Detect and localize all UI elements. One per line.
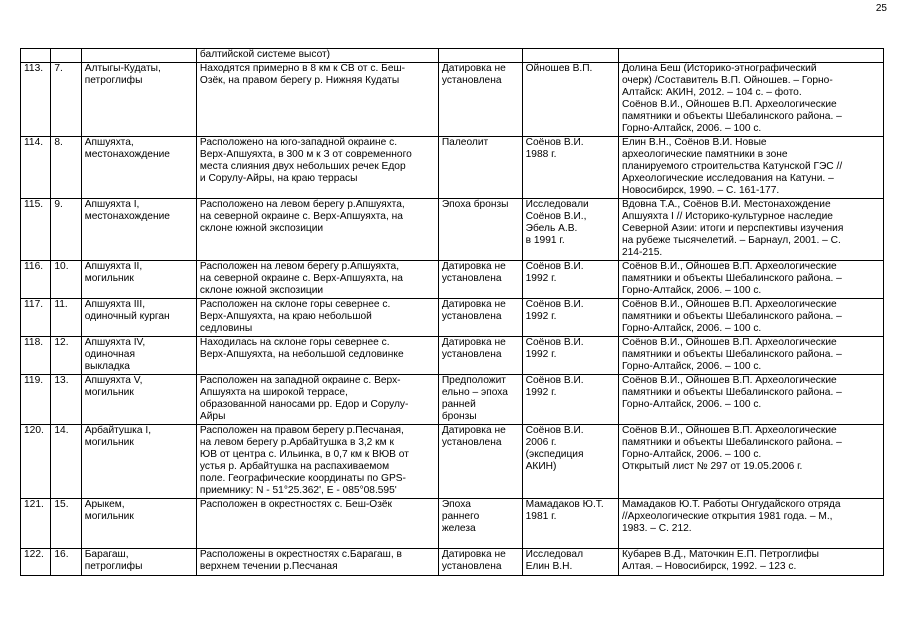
cell-number: 115. [21, 199, 51, 261]
cell-local-number: 9. [51, 199, 81, 261]
table-row [21, 425, 884, 499]
cell-author [522, 49, 618, 63]
cell-location: Расположен в окрестностях с. Беш-Озёк [196, 499, 438, 549]
cell-dating: Датировка не установлена [438, 337, 522, 375]
cell-literature: Вдовна Т.А., Соёнов В.И. Местонахождение Апшуяхта I // Историко-культурное наследие Северной Азии: итоги и перспективы изучения на рубеже тысячелетий. – Барнаул, 2001. – С. 214-215. [618, 199, 883, 261]
page-number: 25 [875, 3, 887, 14]
table-row [21, 261, 884, 299]
cell-number: 121. [21, 499, 51, 549]
cell-local-number: 10. [51, 261, 81, 299]
cell-name: Апшуяхта V, могильник [81, 375, 196, 425]
table-row [21, 299, 884, 337]
cell-number: 116. [21, 261, 51, 299]
monuments-table [20, 48, 884, 576]
cell-dating: Эпоха бронзы [438, 199, 522, 261]
cell-literature: Соёнов В.И., Ойношев В.П. Археологические памятники и объекты Шебалинского района. – Горно-Алтайск, 2006. – 100 с. Открытый лист № 297 от 19.05.2006 г. [618, 425, 883, 499]
cell-location: Расположен на правом берегу р.Песчаная, на левом берегу р.Арбайтушка в 3,2 км к ЮВ от центра с. Ильинка, в 0,7 км к ВЮВ от устья р. Арбайтушка на распахиваемом поле. Географические координаты по GPS- приемнику: N - 51°25.362', E - 085°08.595' [196, 425, 438, 499]
table-row [21, 63, 884, 137]
cell-dating: Датировка не установлена [438, 261, 522, 299]
cell-literature: Долина Беш (Историко-этнографический очерк) /Составитель В.П. Ойношев. – Горно- Алтайск: АКИН, 2012. – 104 с. – фото. Соёнов В.И., Ойношев В.П. Археологические памятники и объекты Шебалинского района. – Горно-Алтайск, 2006. – 100 с. [618, 63, 883, 137]
cell-location: Расположен на склоне горы севернее с. Верх-Апшуяхта, на краю небольшой седловины [196, 299, 438, 337]
cell-number: 120. [21, 425, 51, 499]
cell-location: Расположено на левом берегу р.Апшуяхта, на северной окраине с. Верх-Апшуяхта, на склоне южной экспозиции [196, 199, 438, 261]
cell-author: Исследовали Соёнов В.И., Эбель А.В. в 1991 г. [522, 199, 618, 261]
cell-location: Находилась на склоне горы севернее с. Верх-Апшуяхта, на небольшой седловинке [196, 337, 438, 375]
cell-name: Апшуяхта I, местонахождение [81, 199, 196, 261]
cell-dating: Предположит ельно – эпоха ранней бронзы [438, 375, 522, 425]
table-row [21, 499, 884, 549]
cell-dating: Эпоха раннего железа [438, 499, 522, 549]
cell-literature: Соёнов В.И., Ойношев В.П. Археологические памятники и объекты Шебалинского района. – Горно-Алтайск, 2006. – 100 с. [618, 375, 883, 425]
cell-number: 117. [21, 299, 51, 337]
cell-name: Апшуяхта IV, одиночная выкладка [81, 337, 196, 375]
cell-author: Соёнов В.И. 1992 г. [522, 299, 618, 337]
cell-name: Апшуяхта, местонахождение [81, 137, 196, 199]
cell-location: Находятся примерно в 8 км к СВ от с. Беш- Озёк, на правом берегу р. Нижняя Кудаты [196, 63, 438, 137]
cell-number: 122. [21, 549, 51, 576]
cell-name [81, 49, 196, 63]
cell-local-number: 13. [51, 375, 81, 425]
cell-name: Апшуяхта II, могильник [81, 261, 196, 299]
table-row [21, 137, 884, 199]
cell-author: Ойношев В.П. [522, 63, 618, 137]
cell-number: 119. [21, 375, 51, 425]
cell-local-number: 16. [51, 549, 81, 576]
cell-dating: Датировка не установлена [438, 63, 522, 137]
cell-literature: Соёнов В.И., Ойношев В.П. Археологические памятники и объекты Шебалинского района. – Горно-Алтайск, 2006. – 100 с. [618, 337, 883, 375]
table-row [21, 199, 884, 261]
cell-literature [618, 49, 883, 63]
cell-dating [438, 49, 522, 63]
cell-literature: Кубарев В.Д., Маточкин Е.П. Петроглифы Алтая. – Новосибирск, 1992. – 123 с. [618, 549, 883, 576]
cell-literature: Мамадаков Ю.Т. Работы Онгудайского отряда //Археологические открытия 1981 года. – М., 1983. – С. 212. [618, 499, 883, 549]
cell-location: Расположены в окрестностях с.Барагаш, в верхнем течении р.Песчаная [196, 549, 438, 576]
cell-name: Алтыгы-Кудаты, петроглифы [81, 63, 196, 137]
cell-location: Расположено на юго-западной окраине с. Верх-Апшуяхта, в 300 м к З от современного места слияния двух небольших речек Едор и Сорулу-Айры, на краю террасы [196, 137, 438, 199]
cell-number [21, 49, 51, 63]
cell-name: Арбайтушка I, могильник [81, 425, 196, 499]
cell-name: Барагаш, петроглифы [81, 549, 196, 576]
cell-dating: Датировка не установлена [438, 549, 522, 576]
cell-number: 113. [21, 63, 51, 137]
cell-location: Расположен на западной окраине с. Верх- Апшуяхта на широкой террасе, образованной наносами рр. Едор и Сорулу- Айры [196, 375, 438, 425]
cell-local-number [51, 49, 81, 63]
cell-number: 118. [21, 337, 51, 375]
cell-name: Арыкем, могильник [81, 499, 196, 549]
cell-dating: Датировка не установлена [438, 299, 522, 337]
cell-author: Соёнов В.И. 1992 г. [522, 261, 618, 299]
cell-local-number: 14. [51, 425, 81, 499]
cell-author: Соёнов В.И. 1992 г. [522, 375, 618, 425]
cell-local-number: 11. [51, 299, 81, 337]
cell-author: Соёнов В.И. 2006 г. (экспедиция АКИН) [522, 425, 618, 499]
cell-author: Исследовал Елин В.Н. [522, 549, 618, 576]
table-row [21, 375, 884, 425]
table-row-continuation [21, 49, 884, 63]
cell-local-number: 7. [51, 63, 81, 137]
cell-author: Соёнов В.И. 1992 г. [522, 337, 618, 375]
cell-location: Расположен на левом берегу р.Апшуяхта, на северной окраине с. Верх-Апшуяхта, на склоне южной экспозиции [196, 261, 438, 299]
cell-author: Мамадаков Ю.Т. 1981 г. [522, 499, 618, 549]
table-row [21, 337, 884, 375]
cell-literature: Соёнов В.И., Ойношев В.П. Археологические памятники и объекты Шебалинского района. – Горно-Алтайск, 2006. – 100 с. [618, 261, 883, 299]
cell-local-number: 15. [51, 499, 81, 549]
cell-number: 114. [21, 137, 51, 199]
cell-local-number: 12. [51, 337, 81, 375]
cell-dating: Палеолит [438, 137, 522, 199]
table-row [21, 549, 884, 576]
cell-location: балтийской системе высот) [196, 49, 438, 63]
cell-dating: Датировка не установлена [438, 425, 522, 499]
cell-name: Апшуяхта III, одиночный курган [81, 299, 196, 337]
cell-local-number: 8. [51, 137, 81, 199]
cell-literature: Соёнов В.И., Ойношев В.П. Археологические памятники и объекты Шебалинского района. – Горно-Алтайск, 2006. – 100 с. [618, 299, 883, 337]
cell-literature: Елин В.Н., Соёнов В.И. Новые археологические памятники в зоне планируемого строительства Катунской ГЭС // Археологические исследования на Катуни. – Новосибирск, 1990. – С. 161-177. [618, 137, 883, 199]
cell-author: Соёнов В.И. 1988 г. [522, 137, 618, 199]
